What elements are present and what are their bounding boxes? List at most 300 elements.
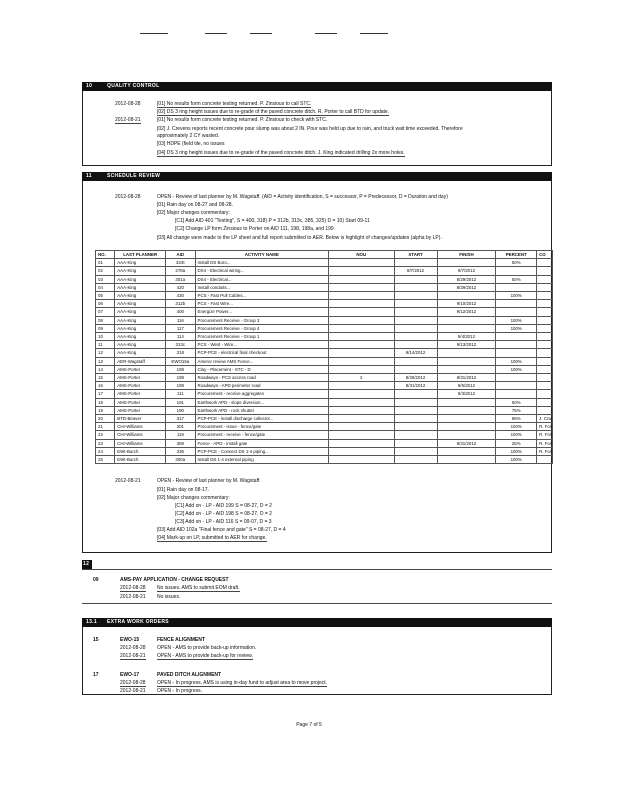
table-row [96,308,553,316]
table-cell [537,341,553,349]
table-cell: 336 [166,447,195,455]
item-code: EWO-15 [120,637,140,643]
table-cell: Procurement Receive - Group 3 [195,316,328,324]
table-cell [496,349,537,357]
table-cell: 324t [166,259,195,267]
table-cell: Install DS Boro... [195,259,328,267]
item-number: 09 [93,577,99,583]
table-cell: AAA-King [115,316,166,324]
table-row [96,365,553,373]
entry-line: [02] Major changes commentary: [157,210,230,216]
table-cell: AAA-King [115,341,166,349]
table-row [96,300,553,308]
table-cell: 9/7/2012 [437,267,496,275]
table-row [96,456,553,464]
table-cell: 9/12/2012 [437,308,496,316]
table-cell [437,349,496,357]
section-13-header [82,618,552,627]
header-blank-5 [360,33,388,34]
item-title: AMS-PAY APPLICATION - CHANGE REQUEST [120,577,229,583]
table-cell: R. For [537,447,553,455]
table-cell: AMS-Porter [115,390,166,398]
table-cell: AAA-King [115,283,166,291]
table-row [96,341,553,349]
table-cell: 9/3/2012 [437,390,496,398]
table-cell: AAA-King [115,300,166,308]
table-cell [394,447,437,455]
table-cell: 100% [496,456,537,464]
entry-line: OPEN - Review of last planner by M. Wagstaff. [157,478,261,484]
table-cell: 100% [496,324,537,332]
page-footer: Page 7 of 5 [296,722,322,728]
table-cell: 300a [166,456,195,464]
table-cell: AMS-Porter [115,382,166,390]
table-cell: 430 [166,292,195,300]
table-cell: 13 [96,357,115,365]
table-cell [328,431,394,439]
table-row [96,390,553,398]
table-cell [394,431,437,439]
entry-line: [C2] Change LP form Zinsious to Porter on AID 111, 198, 198a, and 199 [175,226,334,232]
section-title: EXTRA WORK ORDERS [107,619,169,625]
table-cell [394,275,437,283]
table-cell [328,316,394,324]
entry-line: [04] DS 3 ring height issues due to re-grade of the paved concrete ditch. J. King indicated drilling 2x more holes. [157,150,405,156]
table-cell: 50% [496,398,537,406]
table-cell: 8/7/2012 [394,267,437,275]
table-cell: Procurement - receive aggregates [195,390,328,398]
table-cell [537,456,553,464]
table-cell [437,456,496,464]
table-cell: 21 [96,423,115,431]
table-cell [437,431,496,439]
table-cell [437,415,496,423]
table-cell: 02 [96,267,115,275]
col-header: NO. [96,251,115,259]
table-cell [328,390,394,398]
table-cell: Procurement Receive - Group 4 [195,324,328,332]
table-cell: 100% [496,423,537,431]
table-cell [328,456,394,464]
entry-line: OPEN - Review of last planner by M. Wagstaff. (AID = Activity identification, S = successor, P = Predecessor, D = Duration and day) [157,194,448,200]
table-cell: AAA-King [115,292,166,300]
table-cell: Earthwork APD - rock shutter [195,406,328,414]
table-cell: Procurement - issue - fence/gate [195,423,328,431]
col-header: LAST PLANNER [115,251,166,259]
table-cell [496,283,537,291]
table-cell: 116 [166,316,195,324]
table-cell [394,259,437,267]
table-row [96,374,553,382]
table-cell: 100% [496,292,537,300]
table-row [96,292,553,300]
table-row [96,259,553,267]
table-row [96,275,553,283]
table-cell [328,415,394,423]
table-cell [537,259,553,267]
table-cell: 100% [496,365,537,373]
table-cell: 12 [96,349,115,357]
table-cell: 23 [96,439,115,447]
col-header: ACTIVITY NAME [195,251,328,259]
entry-line: [03] All change were made to the LP sheet and full report submitted to AER. Below is highlight of changes/updates (alpha by LP). [157,235,442,241]
table-cell: EWO15a [166,357,195,365]
table-cell: 25 [96,456,115,464]
table-cell: Ameror review AMS Fence... [195,357,328,365]
table-cell: 95% [496,415,537,423]
table-cell: AAA-King [115,324,166,332]
entry-line: [03] Add AID 102a "Final fence and gate" S = 08-27, D = 4 [157,527,286,533]
entry-date: 2012-08-21 [120,653,146,659]
table-cell [394,283,437,291]
table-cell [328,300,394,308]
item-title: FENCE ALIGNMENT [157,637,205,643]
table-cell: 01 [96,259,115,267]
table-cell: 114 [166,333,195,341]
table-cell: R. For [537,423,553,431]
table-cell: 8/31/2012 [437,374,496,382]
header-blank-2 [205,33,227,34]
table-cell: 19 [96,406,115,414]
table-cell [328,324,394,332]
table-cell: PCP-PCE - install discharge collector... [195,415,328,423]
entry-line: OPEN - In progress. AMS is using in-day fund to adjust area to move project. [157,680,328,686]
table-cell [437,292,496,300]
entry-date: 2012-08-28 [115,101,141,107]
section-11-header [82,172,552,181]
item-number: 17 [93,672,99,678]
table-cell: Roadways - APD perimeter road [195,382,328,390]
table-cell [537,316,553,324]
table-cell: 2 [328,374,394,382]
table-cell: 25% [496,439,537,447]
table-cell [394,357,437,365]
table-cell: 18 [96,398,115,406]
table-cell: 04 [96,283,115,291]
table-cell: EWI-Burch [115,447,166,455]
table-row [96,283,553,291]
table-cell: EWI-Burch [115,456,166,464]
entry-date: 2012-08-21 [115,478,141,484]
table-cell: DS4 - Electrical... [195,275,328,283]
table-row [96,316,553,324]
entry-line: [C1] Add on - LP - AID 199 S = 08-27, D = 2 [175,503,272,509]
table-cell [437,316,496,324]
table-cell: Install conduits... [195,283,328,291]
table-cell: 100% [496,357,537,365]
table-cell: AAA-King [115,308,166,316]
col-header: START [394,251,437,259]
table-cell [437,398,496,406]
table-cell: 301a [166,275,195,283]
entry-date: 2012-08-28 [115,194,141,200]
table-cell [537,267,553,275]
table-cell [496,308,537,316]
item-title: PAVED DITCH ALIGNMENT [157,672,222,678]
table-cell: R. For [537,431,553,439]
table-row [96,398,553,406]
table-cell [537,324,553,332]
table-cell: 9/13/2012 [437,341,496,349]
table-cell: AAA-King [115,267,166,275]
table-cell: 11 [96,341,115,349]
table-cell: 8/31/2012 [394,382,437,390]
col-header: AID [166,251,195,259]
table-cell: Clay - Placement - STC - D [195,365,328,373]
entry-line: [01] Rain day on 08-27 and 08-28. [157,202,233,208]
table-cell: DS4 - Electrical wiring... [195,267,328,275]
table-cell: 198 [166,365,195,373]
table-cell: PCS - Fast Pull Cables... [195,292,328,300]
table-cell [394,365,437,373]
table-cell [328,283,394,291]
table-cell [394,324,437,332]
section-12-header [82,560,92,569]
section-number: 13.1 [86,619,97,625]
table-cell [537,308,553,316]
table-cell [537,382,553,390]
entry-line: [03] HDPE (field tile, no issues [157,141,225,147]
table-cell [328,275,394,283]
table-cell [328,267,394,275]
table-cell [394,423,437,431]
table-cell: 100% [496,447,537,455]
entry-line: [01] No results form concrete testing returned. P. Zinsious to call STC. [157,101,312,107]
entry-line: No issues. [157,594,181,600]
table-cell: 15 [96,374,115,382]
table-cell [537,275,553,283]
table-cell [394,456,437,464]
entry-line: [C3] Add on - LP - AID 116 S = 09-07, D = 3 [175,519,272,525]
table-cell: 199 [166,374,195,382]
table-cell: 117 [166,324,195,332]
table-cell: 9/6/2012 [437,382,496,390]
table-cell [328,333,394,341]
table-cell [394,415,437,423]
table-cell [537,357,553,365]
table-cell: 08 [96,316,115,324]
table-cell: 278a [166,267,195,275]
entry-date: 2012-08-28 [120,585,146,591]
entry-line: [02] DS 3 ring height issues due to re-grade of the paved concrete ditch. R. Porter to call BTD for update. [157,109,390,115]
activity-table [95,250,553,464]
table-cell [496,341,537,349]
table-cell: 100% [496,316,537,324]
table-cell [537,292,553,300]
table-cell [537,398,553,406]
table-cell: 17 [96,390,115,398]
table-cell [537,390,553,398]
header-blank-4 [315,33,337,34]
table-row [96,349,553,357]
table-row [96,357,553,365]
table-cell [328,259,394,267]
table-cell: 9/10/2012 [437,300,496,308]
table-cell: 09 [96,324,115,332]
entry-line: [C1] Add AID 401 "Testing", S = 400, 318) P = 312b, 313c, 385, 325) D = 10) Start 09-11 [175,218,370,224]
table-cell: 111 [166,390,195,398]
divider [82,569,552,570]
entry-date: 2012-08-28 [120,680,146,686]
table-cell: 400 [166,308,195,316]
table-cell [437,324,496,332]
col-header: FINISH [437,251,496,259]
col-header: CO [537,251,553,259]
table-cell: 8/29/2012 [437,283,496,291]
table-cell: CHI-Williams [115,431,166,439]
table-cell [328,341,394,349]
table-cell [394,390,437,398]
table-cell: 100% [496,431,537,439]
table-cell: Fence - APD - install gate [195,439,328,447]
item-number: 15 [93,637,99,643]
table-cell [394,308,437,316]
table-cell: 14 [96,365,115,373]
table-cell [496,382,537,390]
table-cell: 9/4/2012 [437,333,496,341]
entry-line: [02] Major changes commentary: [157,495,230,501]
table-cell [537,365,553,373]
table-cell: 420 [166,283,195,291]
table-cell: 50% [496,259,537,267]
table-row [96,431,553,439]
entry-line: [01] No results form concrete testing returned. P. Zinsious to check with STC. [157,117,328,123]
table-cell: 119 [166,431,195,439]
table-cell: AAA-King [115,259,166,267]
section-title: QUALITY CONTROL [107,83,160,89]
table-cell [437,447,496,455]
entry-date: 2012-08-21 [120,594,146,600]
entry-line: OPEN - In progress. [157,688,203,694]
table-cell: 20 [96,415,115,423]
entry-line: OPEN - AMS to provide back-up information. [157,645,257,651]
table-cell [537,283,553,291]
item-code: EWO-17 [120,672,140,678]
table-header-row [96,251,553,259]
table-cell: Energize Power... [195,308,328,316]
table-cell [437,357,496,365]
table-cell: 06 [96,300,115,308]
table-cell [437,365,496,373]
table-cell: Procurement - receive - fence/gate [195,431,328,439]
table-cell: J. Cra [537,415,553,423]
table-cell [328,365,394,373]
table-cell: 03 [96,275,115,283]
table-cell: 359 [166,439,195,447]
table-cell: 9/14/2012 [394,349,437,357]
table-cell [537,406,553,414]
section-number: 11 [86,173,92,179]
table-cell: 8/29/2012 [394,374,437,382]
table-cell [537,349,553,357]
table-cell [328,406,394,414]
entry-date: 2012-08-21 [115,117,141,123]
table-cell: PCP-PCE - electrical final checkout [195,349,328,357]
table-cell [328,439,394,447]
header-blank-1 [140,33,168,34]
section-10-header [82,82,552,91]
table-cell: BTD-Beaver [115,415,166,423]
section-title: SCHEDULE REVIEW [107,173,161,179]
table-row [96,382,553,390]
table-cell: PCP-PCE - Connect DS 1-4 piping... [195,447,328,455]
table-cell [496,374,537,382]
table-cell [394,316,437,324]
table-cell: CHI-Williams [115,423,166,431]
table-cell [437,406,496,414]
table-cell [328,292,394,300]
table-cell [537,300,553,308]
col-header: PERCENT [496,251,537,259]
table-cell: AMS-Porter [115,365,166,373]
entry-line: [04] Mark-up on LP, submitted to AER for change. [157,535,267,541]
table-cell: AAA-King [115,275,166,283]
col-header: NOU [328,251,394,259]
table-cell: Install DS 1-4 external piping [195,456,328,464]
table-cell: 190 [166,406,195,414]
table-row [96,267,553,275]
table-cell [394,333,437,341]
table-cell: AAA-King [115,349,166,357]
table-cell: 75% [496,406,537,414]
section-number: 12 [83,561,90,567]
table-cell: Earthwork APD - slope diversion... [195,398,328,406]
table-cell: Procurement Receive - Group 1 [195,333,328,341]
divider [82,603,552,604]
table-cell: 198 [166,382,195,390]
entry-line: [C2] Add on - LP - AID 198 S = 08-27, D = 2 [175,511,272,517]
table-cell [496,300,537,308]
table-cell: R. For [537,439,553,447]
table-cell: 10 [96,333,115,341]
table-row [96,439,553,447]
table-cell: 313c [166,341,195,349]
table-cell: 07 [96,308,115,316]
table-row [96,406,553,414]
table-cell [328,447,394,455]
table-cell [394,398,437,406]
entry-line: No issues. AMS to submit EOM draft. [157,585,240,591]
entry-date: 2012-08-21 [120,688,146,694]
entry-line: approximately 2 CY wasted. [157,133,220,139]
table-cell: CHI-Williams [115,439,166,447]
table-cell: PCS - West - Wire... [195,341,328,349]
table-cell: 191 [166,398,195,406]
table-cell [328,349,394,357]
table-cell: 8/31/2012 [437,439,496,447]
table-cell: AAA-King [115,333,166,341]
table-row [96,447,553,455]
table-cell [328,308,394,316]
table-cell [328,423,394,431]
table-cell: AMS-Porter [115,406,166,414]
table-cell: Roadways - PCS access road [195,374,328,382]
table-cell: AER-Wagstaff [115,357,166,365]
table-cell: 50% [496,275,537,283]
section-number: 10 [86,83,93,89]
table-cell [496,333,537,341]
table-cell [328,398,394,406]
table-cell [394,341,437,349]
table-cell: 24 [96,447,115,455]
table-cell: AMS-Porter [115,398,166,406]
table-cell [328,382,394,390]
table-cell [394,292,437,300]
table-cell [537,333,553,341]
table-row [96,423,553,431]
table-cell: 317 [166,415,195,423]
table-cell: AMS-Porter [115,374,166,382]
